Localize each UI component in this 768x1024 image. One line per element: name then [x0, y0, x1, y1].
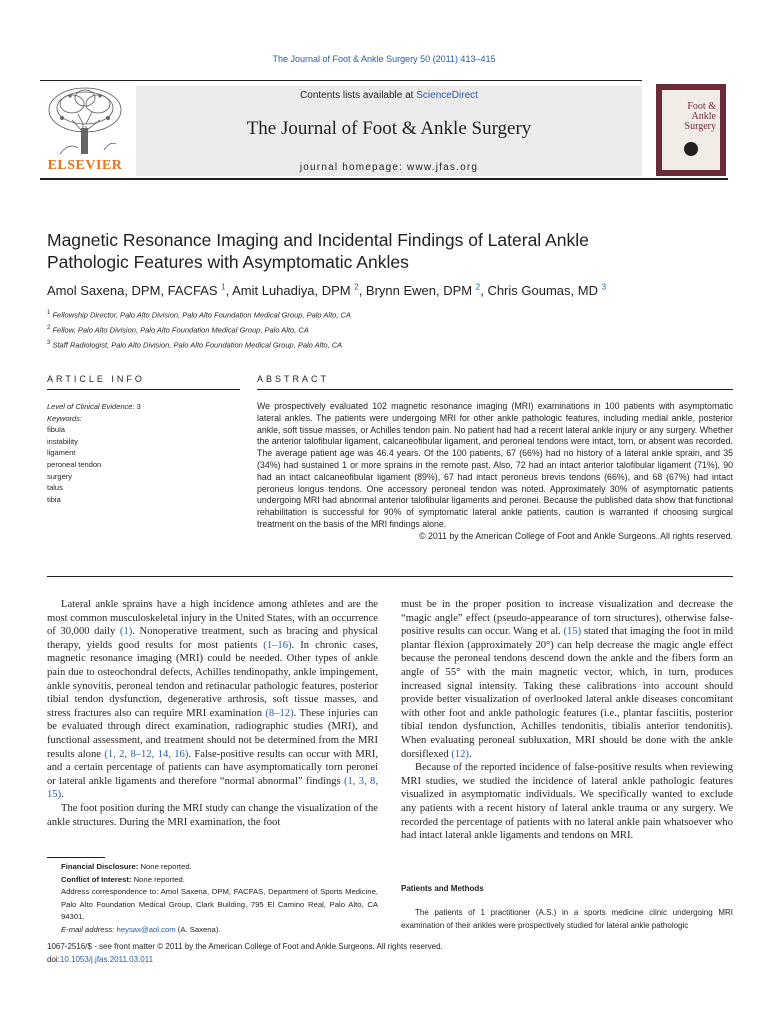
author-name: Amit Luhadiya, DPM — [232, 283, 351, 299]
paragraph-text: . These injuries can be evaluated through direct examination, radiographic studies (MRI), and functional assessment, and treatment should not be determined from the MRI results alone — [47, 707, 378, 760]
article-title-line: Pathologic Features with Asymptomatic Ankles — [47, 252, 409, 272]
abstract-rule — [257, 389, 733, 390]
citation-ref-link[interactable]: (15) — [563, 626, 582, 638]
affiliation-ref[interactable]: 2 — [354, 283, 359, 292]
affiliations — [47, 307, 351, 352]
paragraph-text: . False-positive results can occur with MRI, and a certain percentage of patients can have asymptomatically torn peronei or lateral ankle ligaments and therefore “normal abnormal” findings — [47, 748, 379, 787]
author-separator: , — [358, 283, 366, 299]
affiliation — [47, 337, 351, 352]
keyword: peroneal tendon — [47, 459, 102, 469]
contents-line — [136, 90, 642, 101]
affiliation — [47, 307, 351, 322]
doi-prefix: doi: — [47, 954, 60, 964]
paragraph-text: . Nonoperative treatment, such as bracing and physical therapy, yields good results for most patients — [47, 626, 378, 651]
keyword: ligament — [47, 448, 76, 458]
elsevier-wordmark: ELSEVIER — [47, 158, 123, 173]
abstract-body — [257, 401, 733, 543]
citation-ref-link[interactable]: (1, 3, 8, 15) — [47, 775, 378, 801]
doi-line — [47, 954, 443, 967]
affiliation-number: 3 — [47, 340, 51, 346]
email-label: E-mail address: — [61, 924, 115, 934]
affiliation-ref[interactable]: 2 — [475, 283, 481, 292]
author-list — [47, 283, 727, 298]
methods-heading: Patients and Methods — [401, 884, 484, 893]
author-name: Chris Goumas, MD — [487, 283, 598, 299]
email-link[interactable]: heysax@aol.com — [116, 924, 176, 934]
paragraph-text: Lateral ankle sprains have a high incidence among athletes and are the most common musculoskeletal injury in the United States, with an occurrence of 30,000 daily — [47, 599, 378, 638]
financial-disclosure — [47, 861, 378, 874]
keywords-label: Keywords: — [47, 413, 83, 423]
conflict-label: Conflict of Interest: — [61, 874, 132, 884]
conflict-value: None reported. — [133, 874, 185, 884]
affiliation-ref[interactable]: 3 — [601, 283, 607, 292]
evidence-label: Level of Clinical Evidence: — [47, 402, 135, 411]
cover-title-line: Ankle — [691, 111, 716, 122]
citation-ref-link[interactable]: (1) — [119, 626, 133, 638]
abstract-copyright: © 2011 by the American College of Foot and Ankle Surgeons. All rights reserved. — [419, 530, 733, 541]
paragraph-text: . — [468, 748, 472, 760]
disclosure-value: None reported. — [140, 862, 192, 871]
methods-text — [401, 907, 733, 932]
body-column-right — [401, 598, 733, 843]
citation-ref-link[interactable]: (12) — [451, 748, 469, 760]
affiliation-text: Fellow, Palo Alto Division, Palo Alto Foundation Medical Group, Palo Alto, CA — [52, 325, 309, 335]
elsevier-logo — [40, 84, 130, 176]
author — [487, 283, 606, 298]
paragraph-text: must be in the proper position to increase visualization and decrease the “magic angle” effect (pseudo-appearance of torn structures), otherwise false-positive results can occur. Wang et al. — [401, 599, 733, 638]
email-line — [47, 924, 378, 937]
conflict-of-interest — [47, 874, 378, 887]
citation-ref-link[interactable]: (8–12) — [265, 707, 294, 719]
disclosure-label: Financial Disclosure: — [61, 862, 139, 871]
keyword: fibula — [47, 425, 65, 435]
cover-inner — [662, 90, 720, 170]
author-separator: , — [225, 283, 233, 299]
citation-ref-link[interactable]: (1, 2, 8–12, 14, 16) — [104, 748, 189, 760]
cover-title-line: Surgery — [684, 121, 716, 132]
footnotes — [47, 861, 378, 936]
article-title — [47, 229, 687, 273]
author — [47, 283, 232, 298]
journal-header-band — [136, 86, 642, 176]
journal-homepage[interactable]: journal homepage: www.jfas.org — [299, 162, 479, 173]
journal-name: The Journal of Foot & Ankle Surgery — [246, 118, 532, 139]
affiliation-text: Fellowship Director, Palo Alto Division, Palo Alto Foundation Medical Group, Palo Alto, CA — [52, 310, 351, 320]
article-info-body — [47, 401, 141, 505]
body-paragraph — [401, 598, 733, 761]
issn-text: 1067-2516/$ - see front matter © 2011 by the American College of Foot and Ankle Surgeons. All rights reserved. — [47, 942, 443, 951]
author-separator: , — [480, 283, 488, 299]
methods-paragraph: The patients of 1 practitioner (A.S.) in a sports medicine clinic undergoing MRI examination of their ankles were prospectively studied for lateral ankle pathologic — [401, 908, 733, 930]
keyword: talus — [47, 483, 63, 493]
citation-ref-link[interactable]: (1–16) — [263, 639, 292, 651]
abstract-bottom-rule — [47, 576, 733, 577]
body-paragraph — [47, 598, 378, 802]
journal-cover-thumbnail — [656, 84, 726, 176]
evidence-value: 3 — [136, 402, 141, 411]
paragraph-text: . In chronic cases, magnetic resonance imaging (MRI) could be needed. Other types of ankle pain due to osteochondral defects, Achilles tendinopathy, ankle impingement, ankle synovitis, peroneal tendon and retinacular pathologic features, posterior tibial tendon dysfunction, degenerative arthrosis, soft tissue masses, and stress fractures also can require MRI examination — [47, 639, 379, 719]
cover-title — [666, 102, 716, 132]
body-paragraph: The foot position during the MRI study can change the visualization of the ankle structures. During the MRI examination, the foot — [47, 802, 378, 828]
cover-seal-icon — [684, 142, 698, 156]
evidence-level — [47, 401, 141, 413]
article-info-rule — [47, 389, 240, 390]
header-bottom-rule — [40, 178, 728, 180]
author-name: Brynn Ewen, DPM — [365, 283, 473, 299]
keyword: instability — [47, 436, 78, 446]
paragraph-text: . — [61, 789, 64, 801]
keyword: surgery — [47, 471, 73, 481]
paragraph-text: stated that imaging the foot in mild plantar flexion (approximately 20°) can help decrease the magic angle effect because the peroneal tendons descend down the ankle and the fibers form an angle of 55° with the main magnetic vector, which, in turn, produces increased signal intensity. Taking these calibrations into account should provide better visualization of overlooked lateral ankle diseases concomitant with other foot and ankle pathologic features (i.e., plantar fasciitis, posterior tibial tendon dysfunction, Achilles tendonitis, tibialis anterior tendonitis). When evaluating peroneal subluxation, MRI should be done with the ankle dorsiflexed — [401, 626, 733, 760]
article-info-heading: ARTICLE INFO — [47, 374, 145, 384]
header-top-rule — [40, 80, 642, 81]
cover-title-line: Foot & — [687, 101, 716, 112]
affiliation-ref[interactable]: 1 — [221, 283, 226, 292]
issn-footer — [47, 941, 443, 966]
doi-link[interactable]: 10.1053/j.jfas.2011.03.011 — [59, 954, 154, 964]
article-title-line: Magnetic Resonance Imaging and Incidental Findings of Lateral Ankle — [47, 230, 589, 250]
body-column-left — [47, 598, 378, 829]
affiliation-number: 1 — [47, 310, 51, 316]
author-name: Amol Saxena, DPM, FACFAS — [47, 283, 218, 299]
affiliation-text: Staff Radiologist, Palo Alto Division, Palo Alto Foundation Medical Group, Palo Alto, CA — [52, 340, 343, 350]
affiliation — [47, 322, 351, 337]
correspondence-address: Address correspondence to: Amol Saxena, DPM, FACFAS, Department of Sports Medicine, Palo Alto Foundation Medical Group, Clark Building, 795 El Camino Real, Palo Alto, CA 94301. — [61, 887, 378, 921]
footnote-rule — [47, 857, 105, 858]
contents-prefix: Contents lists available at — [300, 90, 417, 101]
elsevier-tree-icon — [42, 84, 128, 156]
sciencedirect-link[interactable]: ScienceDirect — [416, 90, 478, 101]
affiliation-number: 2 — [47, 325, 51, 331]
body-paragraph: Because of the reported incidence of false-positive results when reviewing MRI studies, we studied the incidence of lateral ankle pathologic features visualized in asymptomatic individuals. We specifically wanted to exclude any patients with a recent history of lateral ankle trauma or any surgery. We recorded the percentage of patients with no lateral ankle pain whatsoever who had intact lateral ankle ligaments and tendons on MRI. — [401, 762, 733, 842]
author — [232, 283, 366, 298]
keyword: tibia — [47, 494, 61, 504]
author — [366, 283, 488, 298]
journal-citation[interactable]: The Journal of Foot & Ankle Surgery 50 (2011) 413–415 — [272, 54, 496, 64]
email-suffix: (A. Saxena). — [177, 924, 221, 934]
abstract-heading: ABSTRACT — [257, 374, 330, 384]
abstract-text: We prospectively evaluated 102 magnetic resonance imaging (MRI) examinations in 100 patients with asymptomatic lateral ankles. The patients were undergoing MRI for other ankle pathologic features, including medial ankle, posterior ankle, soft tissue masses, or Achilles tendon pain. No patient had had a recent lateral ankle injury or any surgery. Whether the anterior talofibular ligament, calcaneofibular ligament, and peroneal tendons were intact, torn, or absent was recorded. The average patient age was 46.4 years. Of the 100 patients, 67 (66%) had no history of a lateral ankle sprain, and 35 (34%) had sustained 1 or more sprains in the remote past. Also, 72 had an intact anterior talofibular ligament (71%), 90 had an intact calcaneofibular ligament (89%), 67 had intact peroneus brevis tendons (66%), and 68 (67%) had intact peroneus longus tendons. One accessory peroneal tendon was noted. Approximately 30% of asymptomatic patients undergoing MRI had abnormal anterior talofibular ligaments and peronei. Because the published data show that functional rehabilitation is successful for 90% of symptomatic lateral ankle patients, caution is warranted if choosing surgical treatment on the basis of the MRI findings alone. — [257, 401, 733, 529]
